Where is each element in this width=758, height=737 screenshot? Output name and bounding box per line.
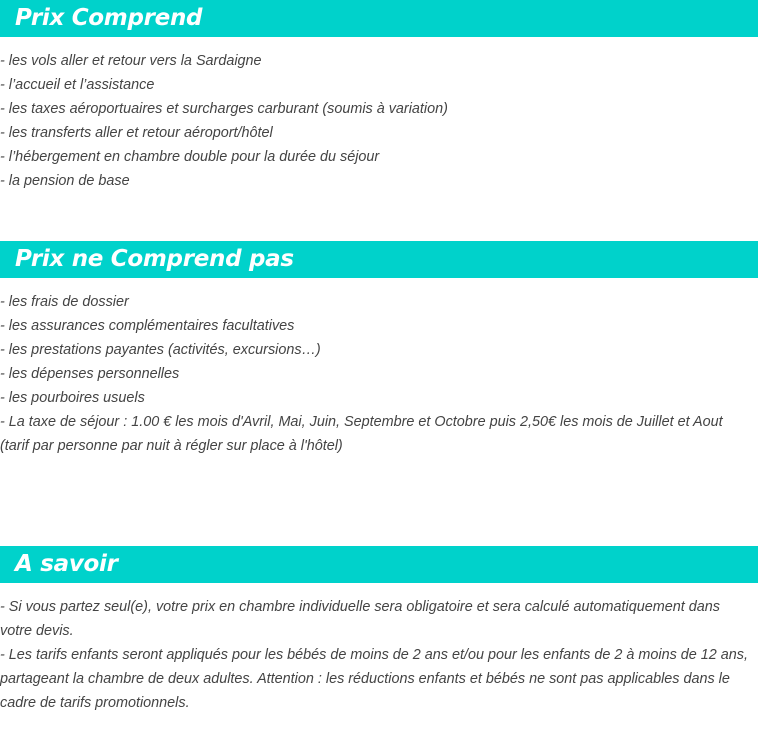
- list-item: - les dépenses personnelles: [0, 366, 180, 382]
- list-item: - Les tarifs enfants seront appliqués pour les bébés de moins de 2 ans et/ou pour les enfants de 2 à moins de 12 ans, partageant la chambre de deux adultes. Attention : les réductions enfants et bébés ne sont pas applicables dans le cadre de tarifs promotionnels.: [0, 647, 748, 711]
- section-header-band: [0, 241, 758, 278]
- list-item: - les frais de dossier: [0, 294, 129, 310]
- list-item: - la pension de base: [0, 173, 130, 189]
- list-item: - les prestations payantes (activités, excursions…): [0, 342, 321, 358]
- section-a-savoir: [0, 546, 758, 715]
- list-item: - les transferts aller et retour aéroport/hôtel: [0, 125, 273, 141]
- excluded-list: [0, 290, 758, 458]
- list-item: - les pourboires usuels: [0, 390, 145, 406]
- notes-list: [0, 595, 758, 715]
- section-prix-comprend: [0, 0, 758, 193]
- list-item: - La taxe de séjour : 1.00 € les mois d'Avril, Mai, Juin, Septembre et Octobre puis 2,50€ les mois de Juillet et Aout (tarif par personne par nuit à régler sur place à l'hôtel): [0, 414, 723, 454]
- list-item: - l’hébergement en chambre double pour la durée du séjour: [0, 149, 380, 165]
- section-header-band: [0, 0, 758, 37]
- section-prix-ne-comprend-pas: [0, 241, 758, 458]
- list-item: - les assurances complémentaires facultatives: [0, 318, 295, 334]
- list-item: - les taxes aéroportuaires et surcharges carburant (soumis à variation): [0, 101, 448, 117]
- section-title: A savoir: [15, 551, 118, 577]
- included-list: [0, 49, 758, 193]
- list-item: - l’accueil et l’assistance: [0, 77, 155, 93]
- section-title: Prix Comprend: [15, 5, 203, 31]
- list-item: - Si vous partez seul(e), votre prix en chambre individuelle sera obligatoire et sera calculé automatiquement dans votre devis.: [0, 599, 720, 639]
- section-header-band: [0, 546, 758, 583]
- section-title: Prix ne Comprend pas: [15, 246, 294, 272]
- list-item: - les vols aller et retour vers la Sardaigne: [0, 53, 262, 69]
